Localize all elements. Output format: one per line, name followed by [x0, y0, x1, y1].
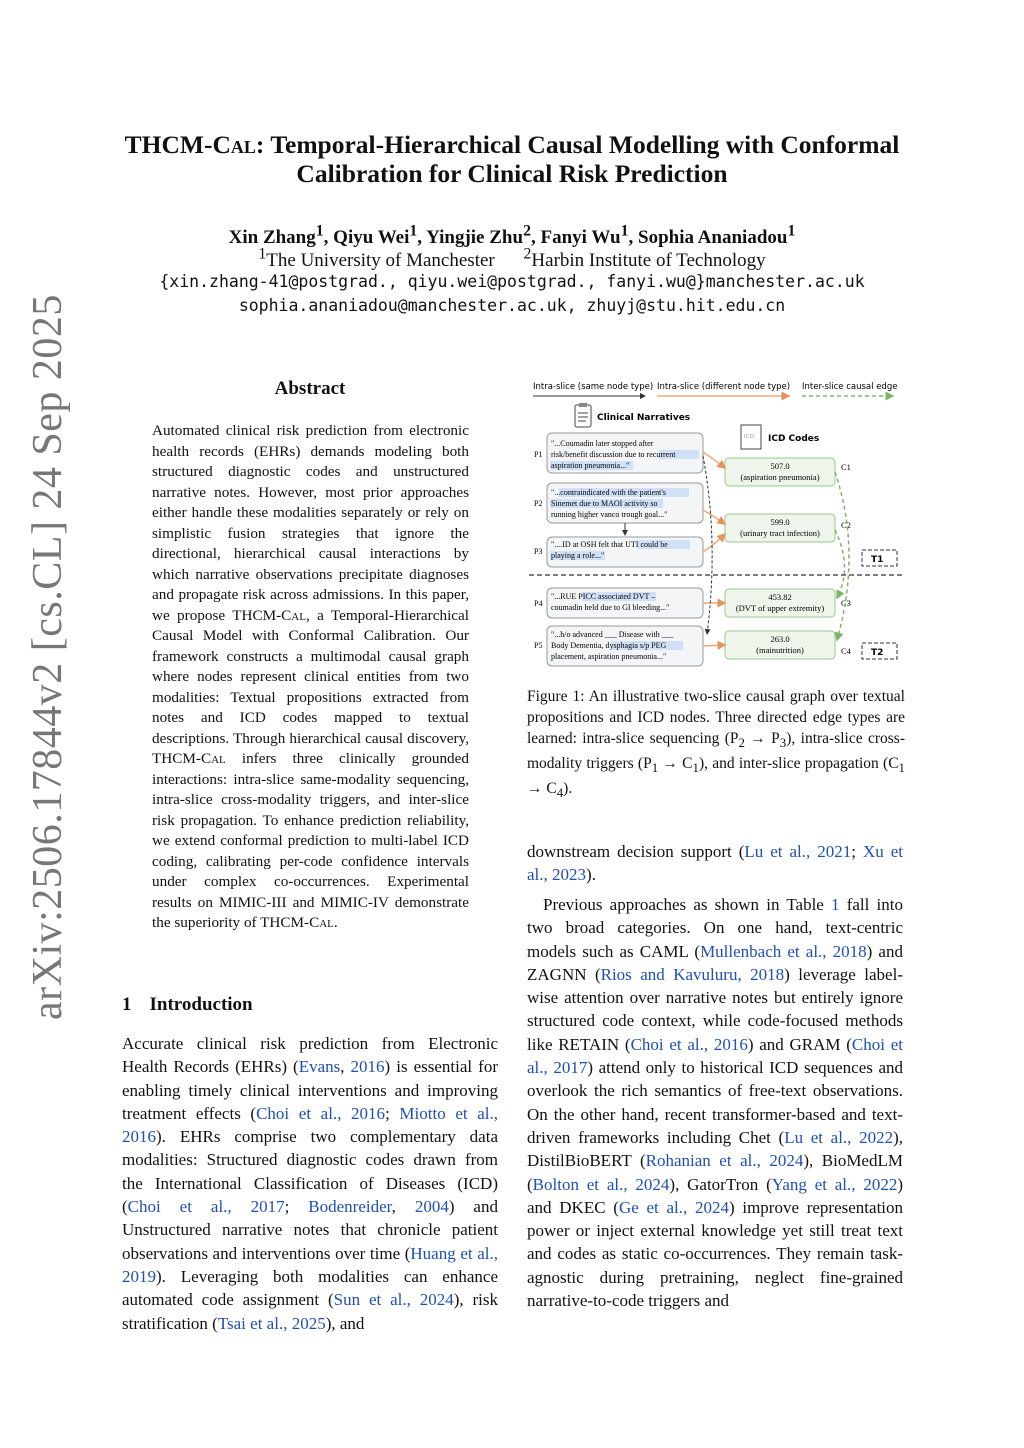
text: ;	[385, 1103, 400, 1123]
icd-label: C4	[841, 646, 851, 656]
abstract-sc: Cal	[200, 750, 226, 767]
prop-text: "...Coumadin later stopped after	[551, 439, 654, 448]
prop-label: P2	[534, 499, 543, 508]
affiliation	[258, 246, 495, 272]
edge-c1-c4	[835, 472, 849, 640]
svg-text:risk/benefit discussion due to	[551, 450, 676, 459]
icd-title: ICD Codes	[768, 434, 820, 444]
citation-link[interactable]: Mullenbach et al., 2018	[700, 941, 867, 961]
text: Accurate clinical risk prediction from Electronic Health Records (EHRs) (	[122, 1034, 498, 1077]
prop-text: aspiration pneumonia	[551, 461, 621, 470]
author-emails	[100, 270, 924, 318]
affil-sup: 1	[258, 246, 267, 263]
abstract-sc: Cal	[281, 606, 306, 624]
prop-label: P5	[534, 641, 543, 650]
author-sup: 2	[523, 223, 531, 240]
citation-link[interactable]: Bolton et al., 2024	[532, 1174, 670, 1194]
section-title: Introduction	[149, 994, 253, 1015]
icd-desc: (urinary tract infection)	[740, 528, 820, 538]
caption-text: ), intra-slice cross-modality triggers (P	[527, 730, 905, 773]
citation-link[interactable]: Sun et al., 2024	[333, 1290, 454, 1310]
edge-p3-c2	[703, 534, 725, 552]
citation-link[interactable]: Choi et al., 2016	[256, 1103, 386, 1123]
prop-text: "....ID at OSH felt that	[551, 540, 626, 549]
text: ), and	[325, 1313, 365, 1333]
section-number: 1	[122, 994, 132, 1015]
text: ,	[391, 1197, 415, 1217]
text: ) and GRAM (	[747, 1034, 852, 1054]
caption-text: → C	[658, 755, 693, 773]
citation-link[interactable]: Tsai et al., 2025	[217, 1313, 326, 1333]
text: ;	[851, 842, 863, 861]
prop-text: playing a role	[551, 551, 595, 560]
caption-text: ).	[563, 780, 573, 798]
prop-text: "...RUE	[551, 592, 579, 601]
prop-label: P4	[534, 599, 543, 608]
prop-text: ..."	[620, 461, 630, 470]
prop-text: PICC associated DVT	[578, 592, 650, 601]
abstract-text: , a Temporal-Hierarchical Causal Model with Conformal Calibration. Our framework constructs a multimodal causal graph where nodes represent clinical entities from two modalities: Textual propositions extracted from notes and ICD codes mapped to textual descriptions. Through hierarchical causal discovery, THCM-	[152, 606, 469, 767]
svg-text:"...RUE PICC associated DVT –	[551, 592, 656, 601]
prop-text: dysphagia s/p PEG	[605, 641, 667, 650]
svg-text:"....ID at OSH felt that UTI c	[551, 540, 668, 549]
figure-1-caption	[527, 686, 905, 803]
right-col-para2	[527, 893, 903, 1312]
text: Previous approaches as shown in Table	[543, 895, 832, 914]
caption-text: An illustrative two-slice causal graph over textual propositions and ICD nodes. Three directed edge types are learned: intra-slice sequencing (P	[527, 688, 905, 747]
text: ) and ZAGNN (	[527, 941, 903, 984]
prop-text: coumadin held due to GI bleeding..."	[551, 603, 670, 612]
abstract-text: .	[333, 914, 338, 931]
prop-text: UTI could be	[625, 540, 668, 549]
affiliations	[100, 246, 924, 272]
text: ) and DKEC (	[527, 1174, 903, 1217]
prop-label: P3	[534, 547, 543, 556]
citation-link[interactable]: Huang et al., 2019	[122, 1243, 498, 1286]
prop-text: "...	[551, 488, 561, 497]
icd-code: 599.0	[770, 517, 790, 527]
prop-label: P1	[534, 450, 543, 459]
narratives-title: Clinical Narratives	[597, 413, 691, 423]
author-sup: 1	[787, 223, 796, 240]
email-line[interactable]: {xin.zhang-41@postgrad., qiyu.wei@postgrad., fanyi.wu@}manchester.ac.uk	[159, 272, 865, 291]
svg-text:aspiration pneumonia..."	[551, 461, 629, 470]
citation-link[interactable]: Choi et al., 2016	[630, 1034, 748, 1054]
text: ;	[284, 1197, 309, 1217]
prop-text: so	[648, 499, 658, 508]
email-line[interactable]: sophia.ananiadou@manchester.ac.uk, zhuyj@stu.hit.edu.cn	[238, 296, 786, 315]
prop-text: –	[649, 592, 656, 601]
paper-title	[100, 130, 924, 188]
title-prefix: THCM-	[124, 130, 213, 159]
edge-p1-p5	[703, 456, 712, 634]
slice-label-t1: T1	[871, 555, 884, 565]
prop-node-p1	[534, 433, 703, 473]
citation-link[interactable]: 2016	[350, 1057, 385, 1077]
text: fall into two broad categories. On one hand, text-centric models such as CAML (	[527, 895, 903, 961]
prop-text: risk/benefit discussion due to	[551, 450, 647, 459]
sub: 3	[779, 735, 787, 751]
icd-desc: (DVT of upper extremity)	[735, 603, 825, 613]
title-line2: Calibration for Clinical Risk Prediction	[296, 159, 728, 188]
citation-link[interactable]: Rios and Kavuluru, 2018	[600, 964, 785, 984]
citation-link[interactable]: Lu et al., 2022	[784, 1127, 894, 1147]
text: ), BioMedLM (	[527, 1151, 903, 1194]
clipboard-icon	[575, 403, 591, 427]
text: ).	[586, 865, 596, 885]
figure-legend	[533, 382, 897, 396]
author-name: Qiyu Wei	[333, 227, 410, 249]
abstract-heading: Abstract	[274, 378, 346, 399]
prop-node-p2	[534, 483, 703, 523]
affil-name: Harbin Institute of Technology	[531, 250, 766, 272]
citation-link[interactable]: Bodenreider	[308, 1197, 392, 1217]
icd-label: C1	[841, 462, 851, 472]
caption-label: Figure 1:	[527, 688, 585, 705]
icd-node-c4	[725, 631, 852, 659]
icd-code: 263.0	[770, 634, 790, 644]
abstract-text: Automated clinical risk prediction from electronic health records (EHRs) demands modeling both structured diagnostic codes and unstructured narrative notes. However, most prior approaches either handle these modalities separately or rely on simplistic fusion strategies that ignore the directional, hierarchical causal interactions by which narrative observations precipitate diagnoses and propagate risk across admissions. In this paper, we propose THCM-	[152, 422, 469, 624]
text: ) improve representation power or inject external knowledge yet still treat text and codes as static co-occurrences. They remain task-agnostic during pretraining, neglect fine-grained narrative-to-code triggers and	[527, 1197, 904, 1311]
author-name: Xin Zhang	[228, 227, 316, 249]
text: ) leverage label-wise attention over narrative notes but entirely ignore structured code context, while code-focused methods like RETAIN (	[527, 964, 903, 1054]
citation-link[interactable]: Lu et al., 2021	[744, 842, 852, 861]
affiliation	[523, 246, 766, 272]
icd-label: C2	[841, 520, 851, 530]
legend-inter-slice: Inter-slice causal edge	[802, 382, 898, 392]
prop-text: "...h/o advanced ___ Disease with ___	[551, 630, 674, 639]
section-heading-introduction	[122, 994, 253, 1016]
icd-node-c3	[725, 589, 851, 617]
caption-text: ), and inter-slice propagation (C	[698, 755, 899, 773]
text: downstream decision support (	[527, 842, 745, 861]
sub: 1	[898, 760, 905, 776]
author-sup: 1	[620, 223, 629, 240]
affil-sup: 2	[523, 246, 532, 263]
author-name: Sophia Ananiadou	[638, 227, 788, 249]
citation-link[interactable]: Yang et al., 2022	[771, 1174, 898, 1194]
author-name: Fanyi Wu	[540, 227, 621, 249]
prop-text: Body Dementia,	[551, 641, 606, 650]
prop-text: recurrent	[646, 450, 676, 459]
arxiv-sidebar-id: arXiv:2506.17844v2 [cs.CL] 24 Sep 2025	[25, 294, 71, 1020]
svg-text:"...contraindicated with the p	[551, 488, 666, 497]
icd-desc: (aspiration pneumonia)	[740, 472, 820, 482]
icd-icon-label: ICD	[744, 434, 754, 440]
edge-c2-c3	[835, 530, 845, 598]
author-name: Yingjie Zhu	[426, 227, 524, 249]
sub: 4	[556, 785, 564, 801]
icd-code: 453.82	[768, 592, 792, 602]
affil-name: The University of Manchester	[266, 250, 495, 272]
abstract-body	[152, 421, 469, 934]
svg-text:Sinemet due to MAOI activity s	[551, 499, 657, 508]
citation-link[interactable]: 2004	[414, 1197, 449, 1217]
intro-paragraph	[122, 1032, 498, 1335]
text: ). Leveraging both modalities can enhance automated code assignment (	[122, 1266, 498, 1310]
icd-label: C3	[841, 598, 851, 608]
title-smallcaps: Cal	[212, 130, 256, 159]
text: ). EHRs comprise two complementary data modalities: Structured diagnostic codes drawn from the International Classification of Diseases (ICD) (	[122, 1127, 498, 1217]
sub: 1	[692, 760, 699, 776]
svg-text:"...Coumadin later stopped aft	[551, 439, 654, 448]
abstract-sc: Cal	[309, 914, 334, 931]
prop-text: Sinemet due to MAOI activity	[551, 499, 649, 508]
svg-text:playing a role..."	[551, 551, 604, 560]
prop-node-p4	[534, 588, 703, 618]
text: ) and Unstructured narrative notes that chronicle patient observations and interventions over time (	[122, 1197, 498, 1263]
prop-text: ..."	[594, 551, 605, 560]
author-list: Xin Zhang$^1$, Qiyu Wei$^1$, Yingjie Zhu$^2$, Fanyi Wu$^1$, Sophia Ananiadou$^1$	[228, 223, 796, 249]
author-sup: 1	[409, 223, 418, 240]
citation-link[interactable]: Evans	[298, 1057, 341, 1077]
citation-link[interactable]: Miotto et al., 2016	[122, 1103, 498, 1147]
citation-link[interactable]: Ge et al., 2024	[618, 1197, 729, 1217]
text: ), GatorTron (	[669, 1174, 772, 1194]
caption-text: → P	[744, 730, 780, 747]
prop-text: running higher vanco trough goal..."	[551, 510, 668, 519]
icd-node-c1	[725, 458, 851, 486]
citation-link[interactable]: Xu et al., 2023	[527, 842, 904, 885]
figure-1-causal-graph	[527, 372, 907, 672]
edge-p5-c4	[703, 645, 725, 646]
text: ,	[340, 1057, 351, 1077]
text: ) attend only to historical ICD sequences and overlook the rich semantics of free-text observations. On the other hand, recent transformer-based and text-driven frameworks including Chet (	[527, 1058, 903, 1147]
sub: 1	[651, 760, 659, 776]
citation-link[interactable]: Rohanian et al., 2024	[645, 1151, 804, 1171]
icd-desc: (mainutrition)	[756, 645, 804, 655]
legend-diff-node: Intra-slice (different node type)	[657, 382, 791, 392]
right-col-para1	[527, 840, 903, 887]
sub: 2	[738, 735, 745, 751]
text: ), risk stratification (	[122, 1290, 498, 1333]
edge-p1-c1	[703, 452, 725, 468]
caption-text: → C	[527, 780, 557, 798]
prop-node-p3	[534, 537, 703, 567]
svg-text:Body Dementia, dysphagia s/p P	[551, 641, 667, 650]
slice-label-t2: T2	[871, 648, 884, 658]
abstract-text: infers three clinically grounded interactions: intra-slice same-modality sequencing, intra-slice cross-modality triggers, and inter-slice risk propagation. To enhance prediction reliability, we extend conformal prediction to multi-label ICD coding, calibrating per-code confidence intervals under complex co-occurrences. Experimental results on MIMIC-III and MIMIC-IV demonstrate the superiority of THCM-	[152, 750, 469, 931]
icd-doc-icon	[741, 425, 761, 449]
legend-same-node: Intra-slice (same node type)	[533, 382, 654, 392]
edge-p2-c2	[703, 510, 725, 524]
prop-text: placement, aspiration pneumonia..."	[551, 652, 667, 661]
icd-node-c2	[725, 514, 851, 542]
prop-text: contraindicated with the patient's	[560, 488, 666, 497]
prop-node-p5	[534, 626, 703, 666]
text: ) is essential for enabling timely clinical interventions and improving treatment effects (	[122, 1057, 498, 1123]
icd-code: 507.0	[770, 461, 790, 471]
author-sup: 1	[315, 223, 324, 240]
citation-link[interactable]: Choi et al., 2017	[127, 1197, 285, 1217]
title-rest: : Temporal-Hierarchical Causal Modelling with Conformal	[255, 130, 900, 159]
citation-link[interactable]: Choi et al., 2017	[527, 1034, 903, 1078]
text: ), DistilBioBERT (	[527, 1127, 903, 1171]
table-ref-link[interactable]: 1	[831, 895, 840, 914]
